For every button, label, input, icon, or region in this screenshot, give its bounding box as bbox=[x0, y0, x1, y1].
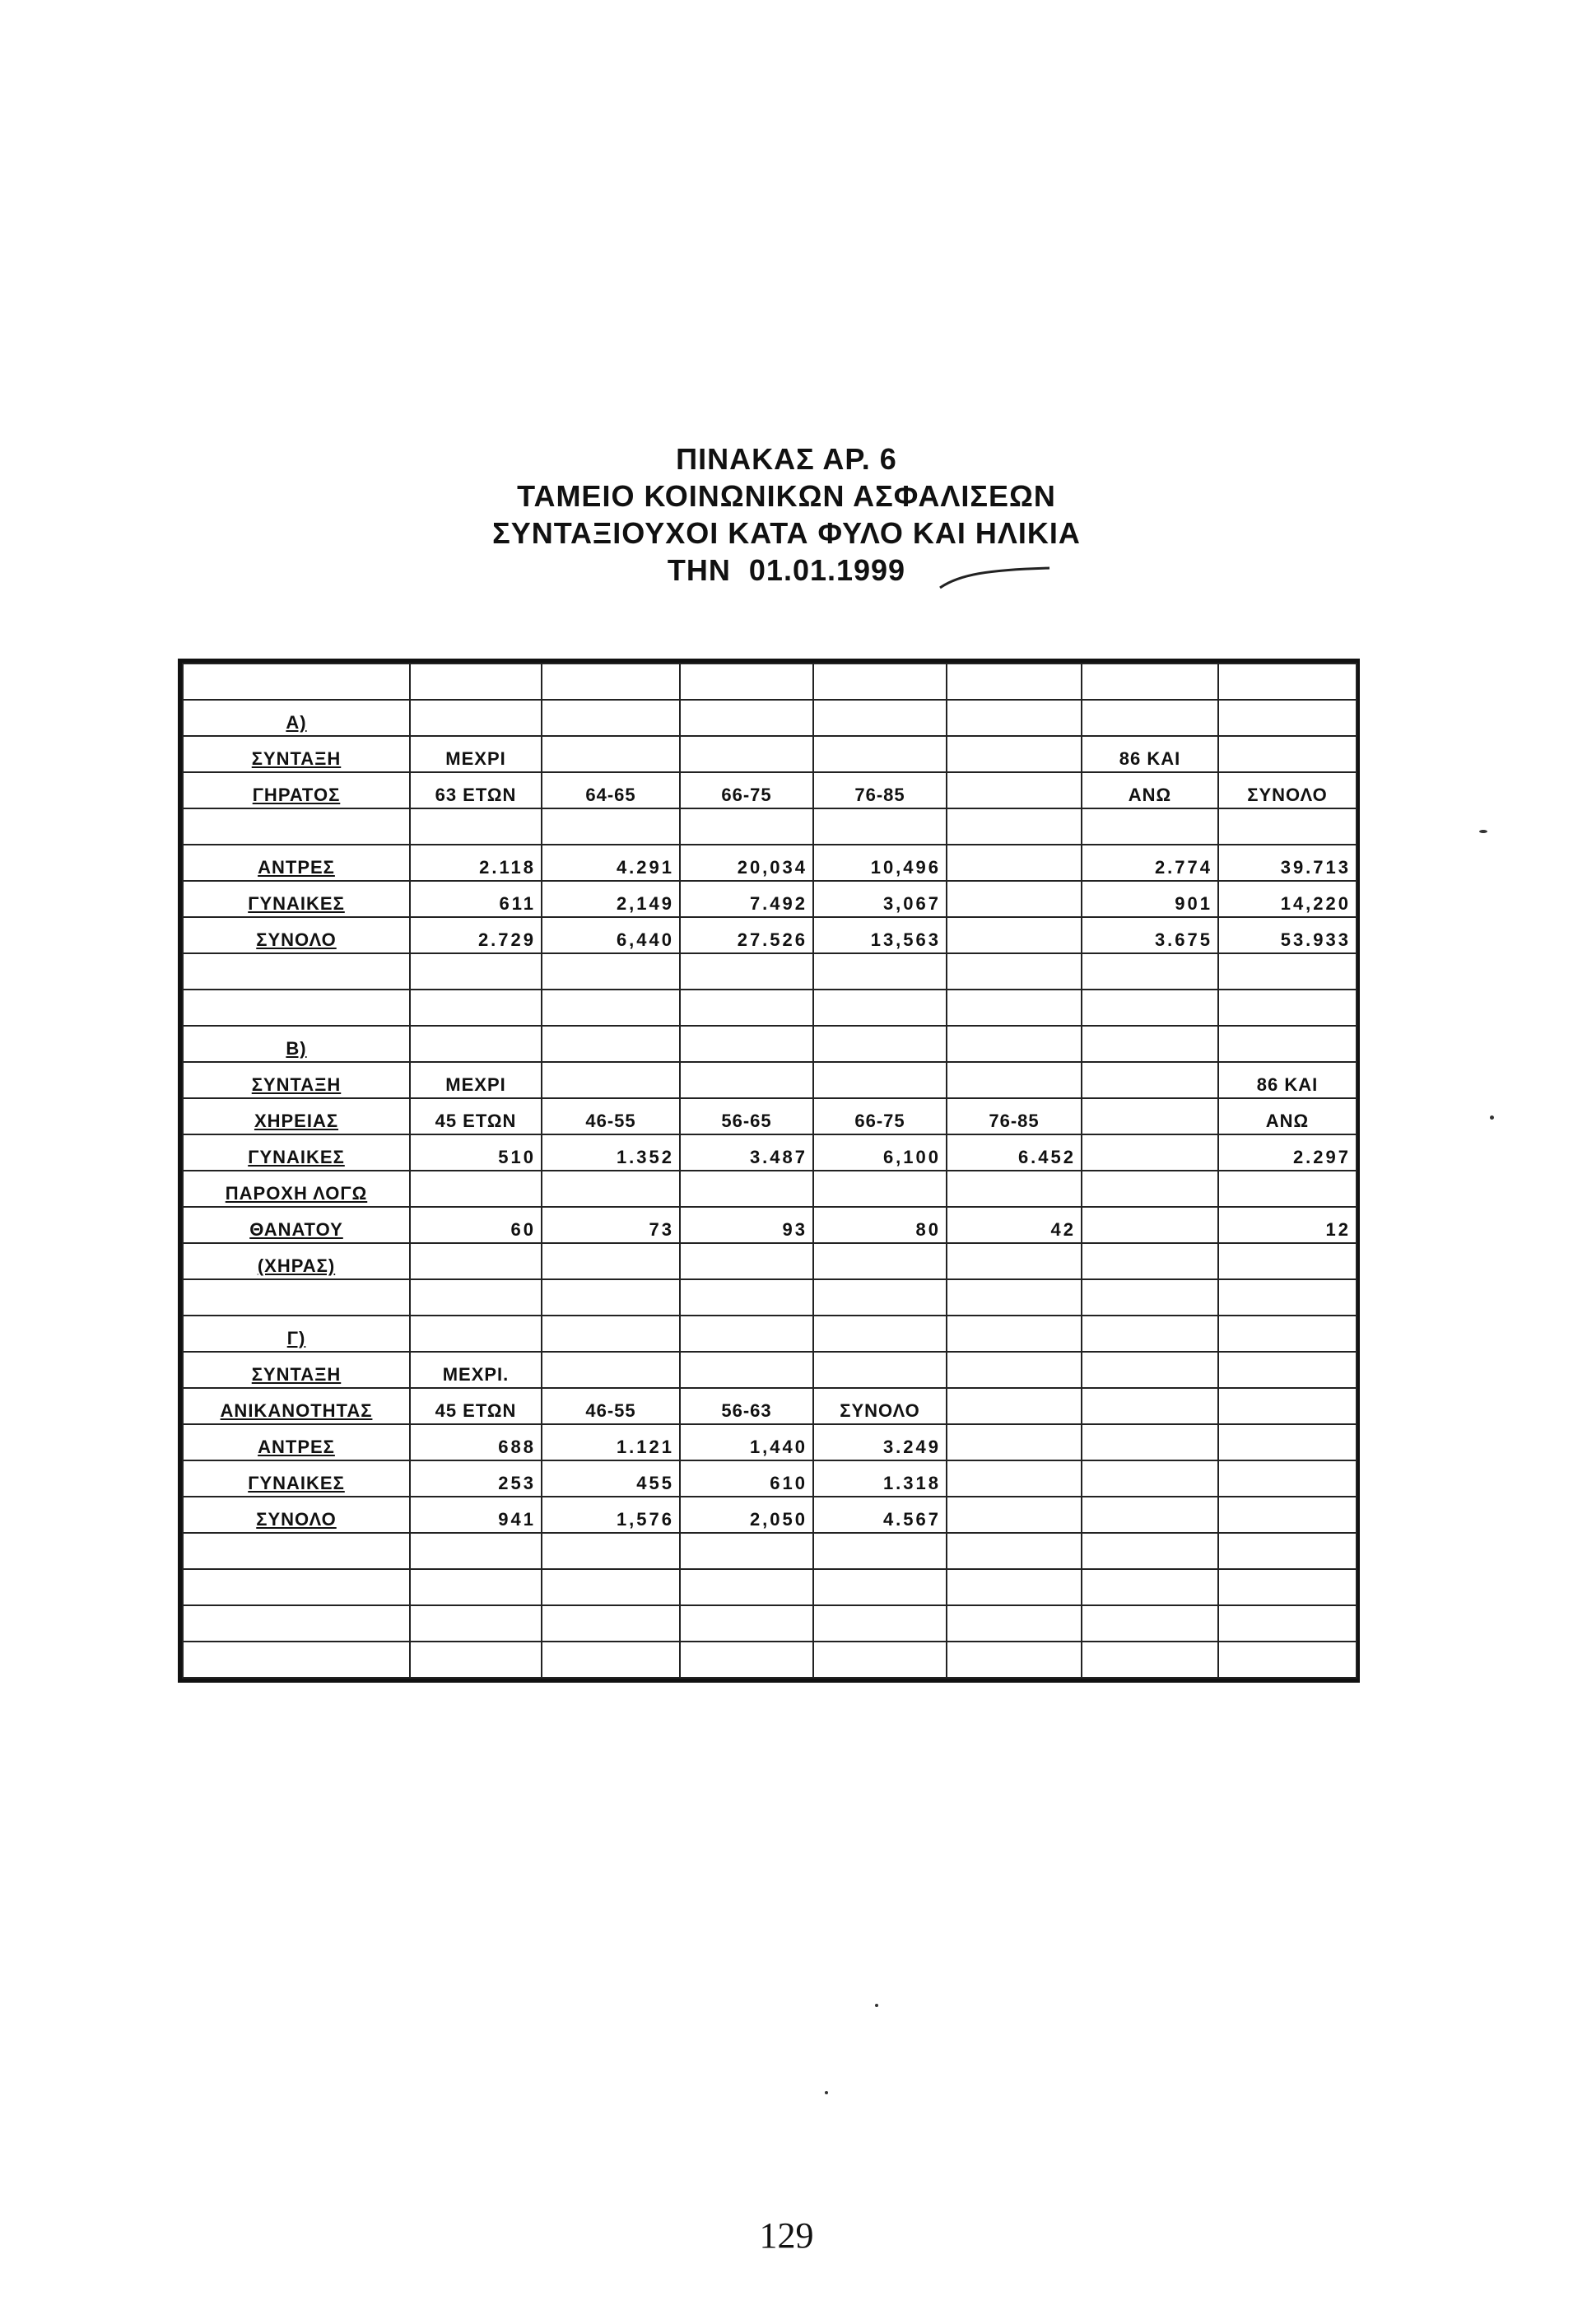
table-cell bbox=[1082, 1460, 1218, 1497]
table-cell bbox=[1218, 1243, 1357, 1279]
table-cell bbox=[947, 664, 1082, 700]
table-cell bbox=[1218, 1388, 1357, 1424]
table-cell: 12 bbox=[1218, 1207, 1357, 1243]
table-cell: 4.567 bbox=[813, 1497, 947, 1533]
table-cell bbox=[410, 1316, 542, 1352]
table-cell: ΓΥΝΑΙΚΕΣ bbox=[183, 1460, 410, 1497]
table-cell: ΣΥΝΟΛΟ bbox=[1218, 772, 1357, 808]
table-cell: 66-75 bbox=[680, 772, 813, 808]
table-cell: 6,100 bbox=[813, 1134, 947, 1171]
table-cell: 53.933 bbox=[1218, 917, 1357, 953]
table-cell: 510 bbox=[410, 1134, 542, 1171]
table-cell: 73 bbox=[542, 1207, 680, 1243]
table-cell: 7.492 bbox=[680, 881, 813, 917]
table-cell bbox=[1082, 1026, 1218, 1062]
table-cell: ΣΥΝΟΛΟ bbox=[813, 1388, 947, 1424]
table-cell bbox=[947, 808, 1082, 845]
table-cell: 1.352 bbox=[542, 1134, 680, 1171]
table-row bbox=[183, 881, 1357, 917]
table-cell: ΣΥΝΤΑΞΗ bbox=[183, 1062, 410, 1098]
table-row bbox=[183, 1388, 1357, 1424]
table-cell bbox=[947, 845, 1082, 881]
table-cell bbox=[1082, 1279, 1218, 1316]
table-cell bbox=[813, 990, 947, 1026]
table-cell: ΓΗΡΑΤΟΣ bbox=[183, 772, 410, 808]
table-cell bbox=[947, 1171, 1082, 1207]
table-cell bbox=[947, 1062, 1082, 1098]
table-cell bbox=[542, 1316, 680, 1352]
table-cell: ΠΑΡΟΧΗ ΛΟΓΩ bbox=[183, 1171, 410, 1207]
pensioners-grid bbox=[182, 663, 1357, 1679]
table-cell bbox=[1082, 1605, 1218, 1642]
table-cell bbox=[680, 736, 813, 772]
table-cell bbox=[1218, 1026, 1357, 1062]
table-cell bbox=[947, 1279, 1082, 1316]
table-cell: 64-65 bbox=[542, 772, 680, 808]
table-cell bbox=[410, 1171, 542, 1207]
table-cell: 6.452 bbox=[947, 1134, 1082, 1171]
table-cell: 80 bbox=[813, 1207, 947, 1243]
table-cell bbox=[947, 953, 1082, 990]
table-cell: 1,576 bbox=[542, 1497, 680, 1533]
title-line-4: ΤΗΝ 01.01.1999 bbox=[667, 553, 906, 587]
table-cell bbox=[813, 1642, 947, 1678]
table-cell bbox=[1218, 1605, 1357, 1642]
table-cell: 2,050 bbox=[680, 1497, 813, 1533]
table-cell: 2.118 bbox=[410, 845, 542, 881]
table-cell bbox=[1218, 1316, 1357, 1352]
table-cell bbox=[947, 1243, 1082, 1279]
table-cell bbox=[1218, 1642, 1357, 1678]
table-cell bbox=[1218, 1569, 1357, 1605]
table-cell: Γ) bbox=[183, 1316, 410, 1352]
table-row bbox=[183, 1533, 1357, 1569]
table-cell bbox=[183, 1279, 410, 1316]
table-cell bbox=[813, 1026, 947, 1062]
table-row bbox=[183, 808, 1357, 845]
table-cell bbox=[1082, 1388, 1218, 1424]
table-cell bbox=[183, 1533, 410, 1569]
table-row bbox=[183, 1062, 1357, 1098]
table-cell: 2.297 bbox=[1218, 1134, 1357, 1171]
table-cell: 2,149 bbox=[542, 881, 680, 917]
scan-speck bbox=[825, 2091, 828, 2094]
table-row bbox=[183, 1134, 1357, 1171]
table-cell: ΑΝΩ bbox=[1082, 772, 1218, 808]
table-row bbox=[183, 1098, 1357, 1134]
table-cell bbox=[542, 1026, 680, 1062]
scan-speck bbox=[1490, 1115, 1494, 1120]
table-cell bbox=[813, 1243, 947, 1279]
table-cell: 20,034 bbox=[680, 845, 813, 881]
table-cell bbox=[410, 990, 542, 1026]
table-cell bbox=[1082, 1533, 1218, 1569]
table-cell bbox=[1218, 664, 1357, 700]
table-row bbox=[183, 990, 1357, 1026]
table-cell: ΣΥΝΤΑΞΗ bbox=[183, 1352, 410, 1388]
table-cell bbox=[410, 1605, 542, 1642]
table-cell bbox=[410, 1243, 542, 1279]
table-cell bbox=[680, 1316, 813, 1352]
table-cell bbox=[947, 1316, 1082, 1352]
table-cell bbox=[947, 1424, 1082, 1460]
table-cell bbox=[410, 664, 542, 700]
table-cell: ΣΥΝΟΛΟ bbox=[183, 1497, 410, 1533]
table-cell: 1.121 bbox=[542, 1424, 680, 1460]
table-cell: 86 ΚΑΙ bbox=[1082, 736, 1218, 772]
table-cell bbox=[1218, 1352, 1357, 1388]
table-cell bbox=[1218, 1279, 1357, 1316]
table-cell bbox=[947, 1388, 1082, 1424]
table-cell: Β) bbox=[183, 1026, 410, 1062]
table-cell: 3,067 bbox=[813, 881, 947, 917]
table-cell bbox=[947, 1605, 1082, 1642]
table-cell bbox=[1082, 664, 1218, 700]
table-cell bbox=[183, 1605, 410, 1642]
table-row bbox=[183, 1605, 1357, 1642]
page-number: 129 bbox=[759, 2215, 814, 2256]
table-cell bbox=[1218, 1171, 1357, 1207]
table-cell bbox=[410, 1279, 542, 1316]
table-row bbox=[183, 1569, 1357, 1605]
table-cell bbox=[1082, 700, 1218, 736]
table-cell bbox=[542, 1171, 680, 1207]
table-cell: 14,220 bbox=[1218, 881, 1357, 917]
title-line-3: ΣΥΝΤΑΞΙΟΥΧΟΙ ΚΑΤΑ ΦΥΛΟ ΚΑΙ ΗΛΙΚΙΑ bbox=[492, 516, 1081, 550]
table-cell: (ΧΗΡΑΣ) bbox=[183, 1243, 410, 1279]
table-cell: 13,563 bbox=[813, 917, 947, 953]
table-cell bbox=[542, 990, 680, 1026]
scan-speck bbox=[1479, 830, 1487, 833]
table-title bbox=[0, 440, 1573, 589]
table-cell bbox=[813, 1605, 947, 1642]
table-cell bbox=[680, 1642, 813, 1678]
table-cell bbox=[1218, 953, 1357, 990]
table-cell bbox=[542, 1533, 680, 1569]
table-cell bbox=[813, 1279, 947, 1316]
table-cell bbox=[183, 808, 410, 845]
table-cell bbox=[183, 990, 410, 1026]
table-cell: 941 bbox=[410, 1497, 542, 1533]
table-cell bbox=[1082, 1642, 1218, 1678]
table-cell: 10,496 bbox=[813, 845, 947, 881]
table-cell bbox=[680, 990, 813, 1026]
table-cell bbox=[813, 1569, 947, 1605]
table-row bbox=[183, 736, 1357, 772]
table-cell bbox=[813, 1316, 947, 1352]
table-cell bbox=[680, 700, 813, 736]
table-cell bbox=[1082, 1569, 1218, 1605]
table-row bbox=[183, 917, 1357, 953]
table-cell bbox=[680, 1569, 813, 1605]
table-cell bbox=[947, 917, 1082, 953]
table-row bbox=[183, 845, 1357, 881]
table-cell bbox=[1082, 1062, 1218, 1098]
table-cell bbox=[1082, 990, 1218, 1026]
table-cell bbox=[947, 1497, 1082, 1533]
table-cell bbox=[542, 1279, 680, 1316]
table-row bbox=[183, 1243, 1357, 1279]
table-cell bbox=[542, 1569, 680, 1605]
table-cell: 611 bbox=[410, 881, 542, 917]
table-cell: ΑΝΙΚΑΝΟΤΗΤΑΣ bbox=[183, 1388, 410, 1424]
table-cell: 56-65 bbox=[680, 1098, 813, 1134]
table-cell bbox=[1218, 1460, 1357, 1497]
table-cell bbox=[813, 736, 947, 772]
table-cell: ΜΕΧΡΙ bbox=[410, 1062, 542, 1098]
table-cell bbox=[1082, 1207, 1218, 1243]
scan-speck bbox=[875, 2004, 878, 2007]
table-cell bbox=[813, 700, 947, 736]
table-cell bbox=[183, 953, 410, 990]
table-row bbox=[183, 700, 1357, 736]
table-cell bbox=[813, 664, 947, 700]
table-cell bbox=[680, 1605, 813, 1642]
table-cell bbox=[947, 881, 1082, 917]
table-cell bbox=[183, 1642, 410, 1678]
table-row bbox=[183, 1460, 1357, 1497]
table-cell bbox=[542, 664, 680, 700]
table-cell bbox=[813, 1352, 947, 1388]
table-cell: 56-63 bbox=[680, 1388, 813, 1424]
table-cell: 93 bbox=[680, 1207, 813, 1243]
table-cell: 455 bbox=[542, 1460, 680, 1497]
table-cell: 1,440 bbox=[680, 1424, 813, 1460]
table-cell: ΑΝΤΡΕΣ bbox=[183, 845, 410, 881]
table-cell: ΣΥΝΟΛΟ bbox=[183, 917, 410, 953]
table-cell bbox=[1082, 808, 1218, 845]
table-cell bbox=[1218, 990, 1357, 1026]
table-cell bbox=[1082, 1316, 1218, 1352]
pensioners-table bbox=[178, 659, 1360, 1683]
table-cell bbox=[947, 700, 1082, 736]
table-row bbox=[183, 1316, 1357, 1352]
table-cell: 6,440 bbox=[542, 917, 680, 953]
table-cell bbox=[947, 990, 1082, 1026]
table-cell bbox=[680, 1062, 813, 1098]
table-cell bbox=[680, 1026, 813, 1062]
table-cell bbox=[1218, 700, 1357, 736]
table-cell bbox=[410, 1533, 542, 1569]
table-cell bbox=[1082, 953, 1218, 990]
table-cell bbox=[1082, 1424, 1218, 1460]
table-cell bbox=[813, 1171, 947, 1207]
table-cell bbox=[680, 664, 813, 700]
table-cell: 688 bbox=[410, 1424, 542, 1460]
table-cell: ΜΕΧΡΙ. bbox=[410, 1352, 542, 1388]
table-cell bbox=[542, 808, 680, 845]
table-cell bbox=[680, 1243, 813, 1279]
table-cell: 3.487 bbox=[680, 1134, 813, 1171]
table-cell bbox=[813, 1533, 947, 1569]
table-cell: ΘΑΝΑΤΟΥ bbox=[183, 1207, 410, 1243]
table-cell bbox=[947, 1460, 1082, 1497]
table-cell bbox=[1218, 1533, 1357, 1569]
table-cell bbox=[1082, 1134, 1218, 1171]
table-cell bbox=[410, 1569, 542, 1605]
table-cell bbox=[1082, 1171, 1218, 1207]
table-cell bbox=[1218, 1424, 1357, 1460]
table-row bbox=[183, 1497, 1357, 1533]
table-row bbox=[183, 1207, 1357, 1243]
table-cell: 3.249 bbox=[813, 1424, 947, 1460]
table-cell bbox=[410, 1026, 542, 1062]
table-cell bbox=[947, 772, 1082, 808]
table-cell bbox=[183, 1569, 410, 1605]
table-cell: ΓΥΝΑΙΚΕΣ bbox=[183, 1134, 410, 1171]
table-row bbox=[183, 1642, 1357, 1678]
table-cell bbox=[947, 1569, 1082, 1605]
table-cell: 86 ΚΑΙ bbox=[1218, 1062, 1357, 1098]
table-cell: ΓΥΝΑΙΚΕΣ bbox=[183, 881, 410, 917]
table-cell: 2.729 bbox=[410, 917, 542, 953]
table-row bbox=[183, 772, 1357, 808]
table-cell bbox=[410, 700, 542, 736]
table-cell bbox=[542, 700, 680, 736]
table-cell bbox=[1218, 736, 1357, 772]
table-cell: 42 bbox=[947, 1207, 1082, 1243]
table-cell: 610 bbox=[680, 1460, 813, 1497]
table-cell bbox=[947, 1533, 1082, 1569]
table-row bbox=[183, 664, 1357, 700]
table-cell: 63 ΕΤΩΝ bbox=[410, 772, 542, 808]
table-row bbox=[183, 1424, 1357, 1460]
table-cell: ΜΕΧΡΙ bbox=[410, 736, 542, 772]
table-cell: 60 bbox=[410, 1207, 542, 1243]
table-cell: 76-85 bbox=[947, 1098, 1082, 1134]
table-cell bbox=[680, 1279, 813, 1316]
title-line-2: ΤΑΜΕΙΟ ΚΟΙΝΩΝΙΚΩΝ ΑΣΦΑΛΙΣΕΩΝ bbox=[517, 479, 1056, 513]
table-cell: ΧΗΡΕΙΑΣ bbox=[183, 1098, 410, 1134]
table-cell bbox=[183, 664, 410, 700]
table-cell bbox=[813, 953, 947, 990]
table-cell bbox=[947, 1026, 1082, 1062]
table-cell bbox=[1082, 1497, 1218, 1533]
table-cell bbox=[947, 736, 1082, 772]
table-cell bbox=[410, 953, 542, 990]
table-cell bbox=[542, 1642, 680, 1678]
table-cell bbox=[813, 808, 947, 845]
table-cell bbox=[542, 1352, 680, 1388]
table-cell bbox=[542, 953, 680, 990]
table-cell: 2.774 bbox=[1082, 845, 1218, 881]
table-cell: 27.526 bbox=[680, 917, 813, 953]
table-row bbox=[183, 1279, 1357, 1316]
title-line-1: ΠΙΝΑΚΑΣ ΑΡ. 6 bbox=[676, 442, 897, 476]
table-cell: Α) bbox=[183, 700, 410, 736]
table-cell bbox=[1082, 1098, 1218, 1134]
table-cell: 46-55 bbox=[542, 1098, 680, 1134]
table-cell bbox=[542, 1605, 680, 1642]
table-cell bbox=[680, 1533, 813, 1569]
table-cell: ΑΝΤΡΕΣ bbox=[183, 1424, 410, 1460]
table-cell bbox=[680, 953, 813, 990]
table-cell bbox=[542, 1062, 680, 1098]
table-row bbox=[183, 953, 1357, 990]
table-cell: 66-75 bbox=[813, 1098, 947, 1134]
table-cell: 45 ΕΤΩΝ bbox=[410, 1098, 542, 1134]
table-cell bbox=[680, 1171, 813, 1207]
table-cell: 39.713 bbox=[1218, 845, 1357, 881]
table-cell: 1.318 bbox=[813, 1460, 947, 1497]
table-cell bbox=[1218, 1497, 1357, 1533]
table-cell: 76-85 bbox=[813, 772, 947, 808]
table-cell: 4.291 bbox=[542, 845, 680, 881]
handwritten-mark-icon bbox=[938, 566, 1054, 591]
table-cell bbox=[410, 1642, 542, 1678]
table-cell bbox=[947, 1642, 1082, 1678]
table-cell bbox=[1218, 808, 1357, 845]
table-cell: 3.675 bbox=[1082, 917, 1218, 953]
table-cell: 901 bbox=[1082, 881, 1218, 917]
table-row bbox=[183, 1171, 1357, 1207]
table-cell: ΑΝΩ bbox=[1218, 1098, 1357, 1134]
table-cell bbox=[680, 808, 813, 845]
table-cell bbox=[1082, 1243, 1218, 1279]
table-cell bbox=[542, 736, 680, 772]
table-row bbox=[183, 1352, 1357, 1388]
table-cell bbox=[410, 808, 542, 845]
table-cell bbox=[1082, 1352, 1218, 1388]
table-cell bbox=[542, 1243, 680, 1279]
table-row bbox=[183, 1026, 1357, 1062]
table-cell: ΣΥΝΤΑΞΗ bbox=[183, 736, 410, 772]
table-cell bbox=[813, 1062, 947, 1098]
table-cell: 45 ΕΤΩΝ bbox=[410, 1388, 542, 1424]
table-cell: 46-55 bbox=[542, 1388, 680, 1424]
table-cell: 253 bbox=[410, 1460, 542, 1497]
table-cell bbox=[947, 1352, 1082, 1388]
table-cell bbox=[680, 1352, 813, 1388]
